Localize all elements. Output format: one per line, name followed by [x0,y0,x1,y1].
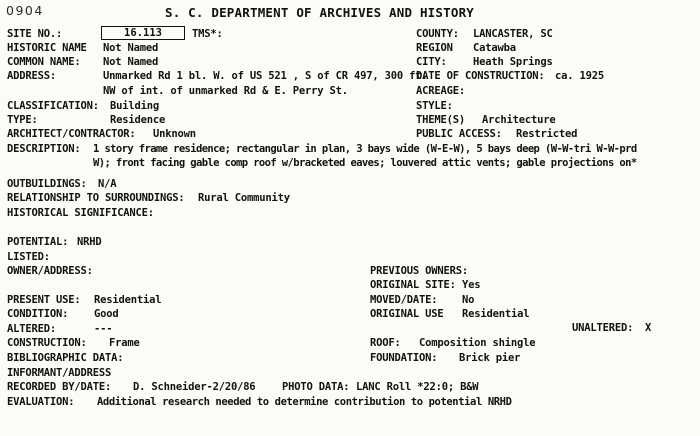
roof-value: Composition shingle [419,337,536,349]
evaluation-label: EVALUATION: [7,396,75,408]
foundation-value: Brick pier [459,352,521,364]
theme-value: Architecture [482,114,556,126]
unaltered-label: UNALTERED: [572,322,634,334]
card-title: S. C. DEPARTMENT OF ARCHIVES AND HISTORY [165,5,475,20]
region-value: Catawba [473,42,516,54]
previous-owners-label: PREVIOUS OWNERS: [370,265,468,277]
site-no-box [101,26,185,40]
informant-label: INFORMANT/ADDRESS [7,367,112,379]
outbuildings-value: N/A [98,178,117,190]
classification-label: CLASSIFICATION: [7,100,99,112]
construction-label: CONSTRUCTION: [7,337,87,349]
condition-label: CONDITION: [7,308,69,320]
site-no-label: SITE NO.: [7,28,63,40]
moved-value: No [462,294,475,306]
theme-label: THEME(S) [416,114,465,126]
listed-label: LISTED: [7,251,50,263]
common-name-value: Not Named [103,56,159,68]
original-site-label: ORIGINAL SITE: [370,279,456,291]
recorded-label: RECORDED BY/DATE: [7,381,112,393]
historic-name-value: Not Named [103,42,159,54]
present-use-label: PRESENT USE: [7,294,81,306]
potential-value: NRHD [77,236,102,248]
original-site-value: Yes [462,279,481,291]
outbuildings-label: OUTBUILDINGS: [7,178,87,190]
condition-value: Good [94,308,119,320]
original-use-value: Residential [462,308,530,320]
relationship-value: Rural Community [198,192,290,204]
recorded-value: D. Schneider-2/20/86 [133,381,256,393]
unaltered-value: X [645,322,652,334]
date-construction-label: DATE OF CONSTRUCTION: [416,70,545,82]
acreage-label: ACREAGE: [416,85,465,97]
tms-label: TMS*: [192,28,223,40]
county-label: COUNTY: [416,28,459,40]
public-access-label: PUBLIC ACCESS: [416,128,502,140]
evaluation-value: Additional research needed to determine contribution to potential NRHD [97,396,512,408]
county-value: LANCASTER, SC [473,28,553,40]
construction-value: Frame [109,337,140,349]
present-use-value: Residential [94,294,162,306]
architect-label: ARCHITECT/CONTRACTOR: [7,128,136,140]
region-label: REGION [416,42,453,54]
handwritten-card-number: 0904 [6,3,44,18]
historical-significance-label: HISTORICAL SIGNIFICANCE: [7,207,154,219]
style-label: STYLE: [416,100,453,112]
historic-name-label: HISTORIC NAME [7,42,87,54]
photo-data-label: PHOTO DATA: [282,381,350,393]
altered-label: ALTERED: [7,323,56,335]
architect-value: Unknown [153,128,196,140]
address-line-1: Unmarked Rd 1 bl. W. of US 521 , S of CR 497, 300 ft. [103,70,428,82]
common-name-label: COMMON NAME: [7,56,81,68]
classification-value: Building [110,100,159,112]
original-use-label: ORIGINAL USE [370,308,444,320]
city-label: CITY: [416,56,447,68]
potential-label: POTENTIAL: [7,236,69,248]
type-label: TYPE: [7,114,38,126]
photo-data-value: LANC Roll *22:0; B&W [356,381,479,393]
description-label: DESCRIPTION: [7,143,81,155]
city-value: Heath Springs [473,56,553,68]
altered-value: --- [94,323,113,335]
roof-label: ROOF: [370,337,401,349]
address-line-2: NW of int. of unmarked Rd & E. Perry St. [103,85,348,97]
relationship-label: RELATIONSHIP TO SURROUNDINGS: [7,192,185,204]
bibliographic-label: BIBLIOGRAPHIC DATA: [7,352,124,364]
description-line-2: W); front facing gable comp roof w/bracketed eaves; louvered attic vents; gable projections on* [93,157,637,169]
description-line-1: 1 story frame residence; rectangular in plan, 3 bays wide (W-E-W), 5 bays deep (W-W-tri W-W-prd [93,143,637,155]
moved-label: MOVED/DATE: [370,294,438,306]
foundation-label: FOUNDATION: [370,352,438,364]
address-label: ADDRESS: [7,70,56,82]
date-construction-value: ca. 1925 [555,70,604,82]
owner-label: OWNER/ADDRESS: [7,265,93,277]
site-no-value: 16.113 [124,27,162,39]
public-access-value: Restricted [516,128,578,140]
type-value: Residence [110,114,166,126]
